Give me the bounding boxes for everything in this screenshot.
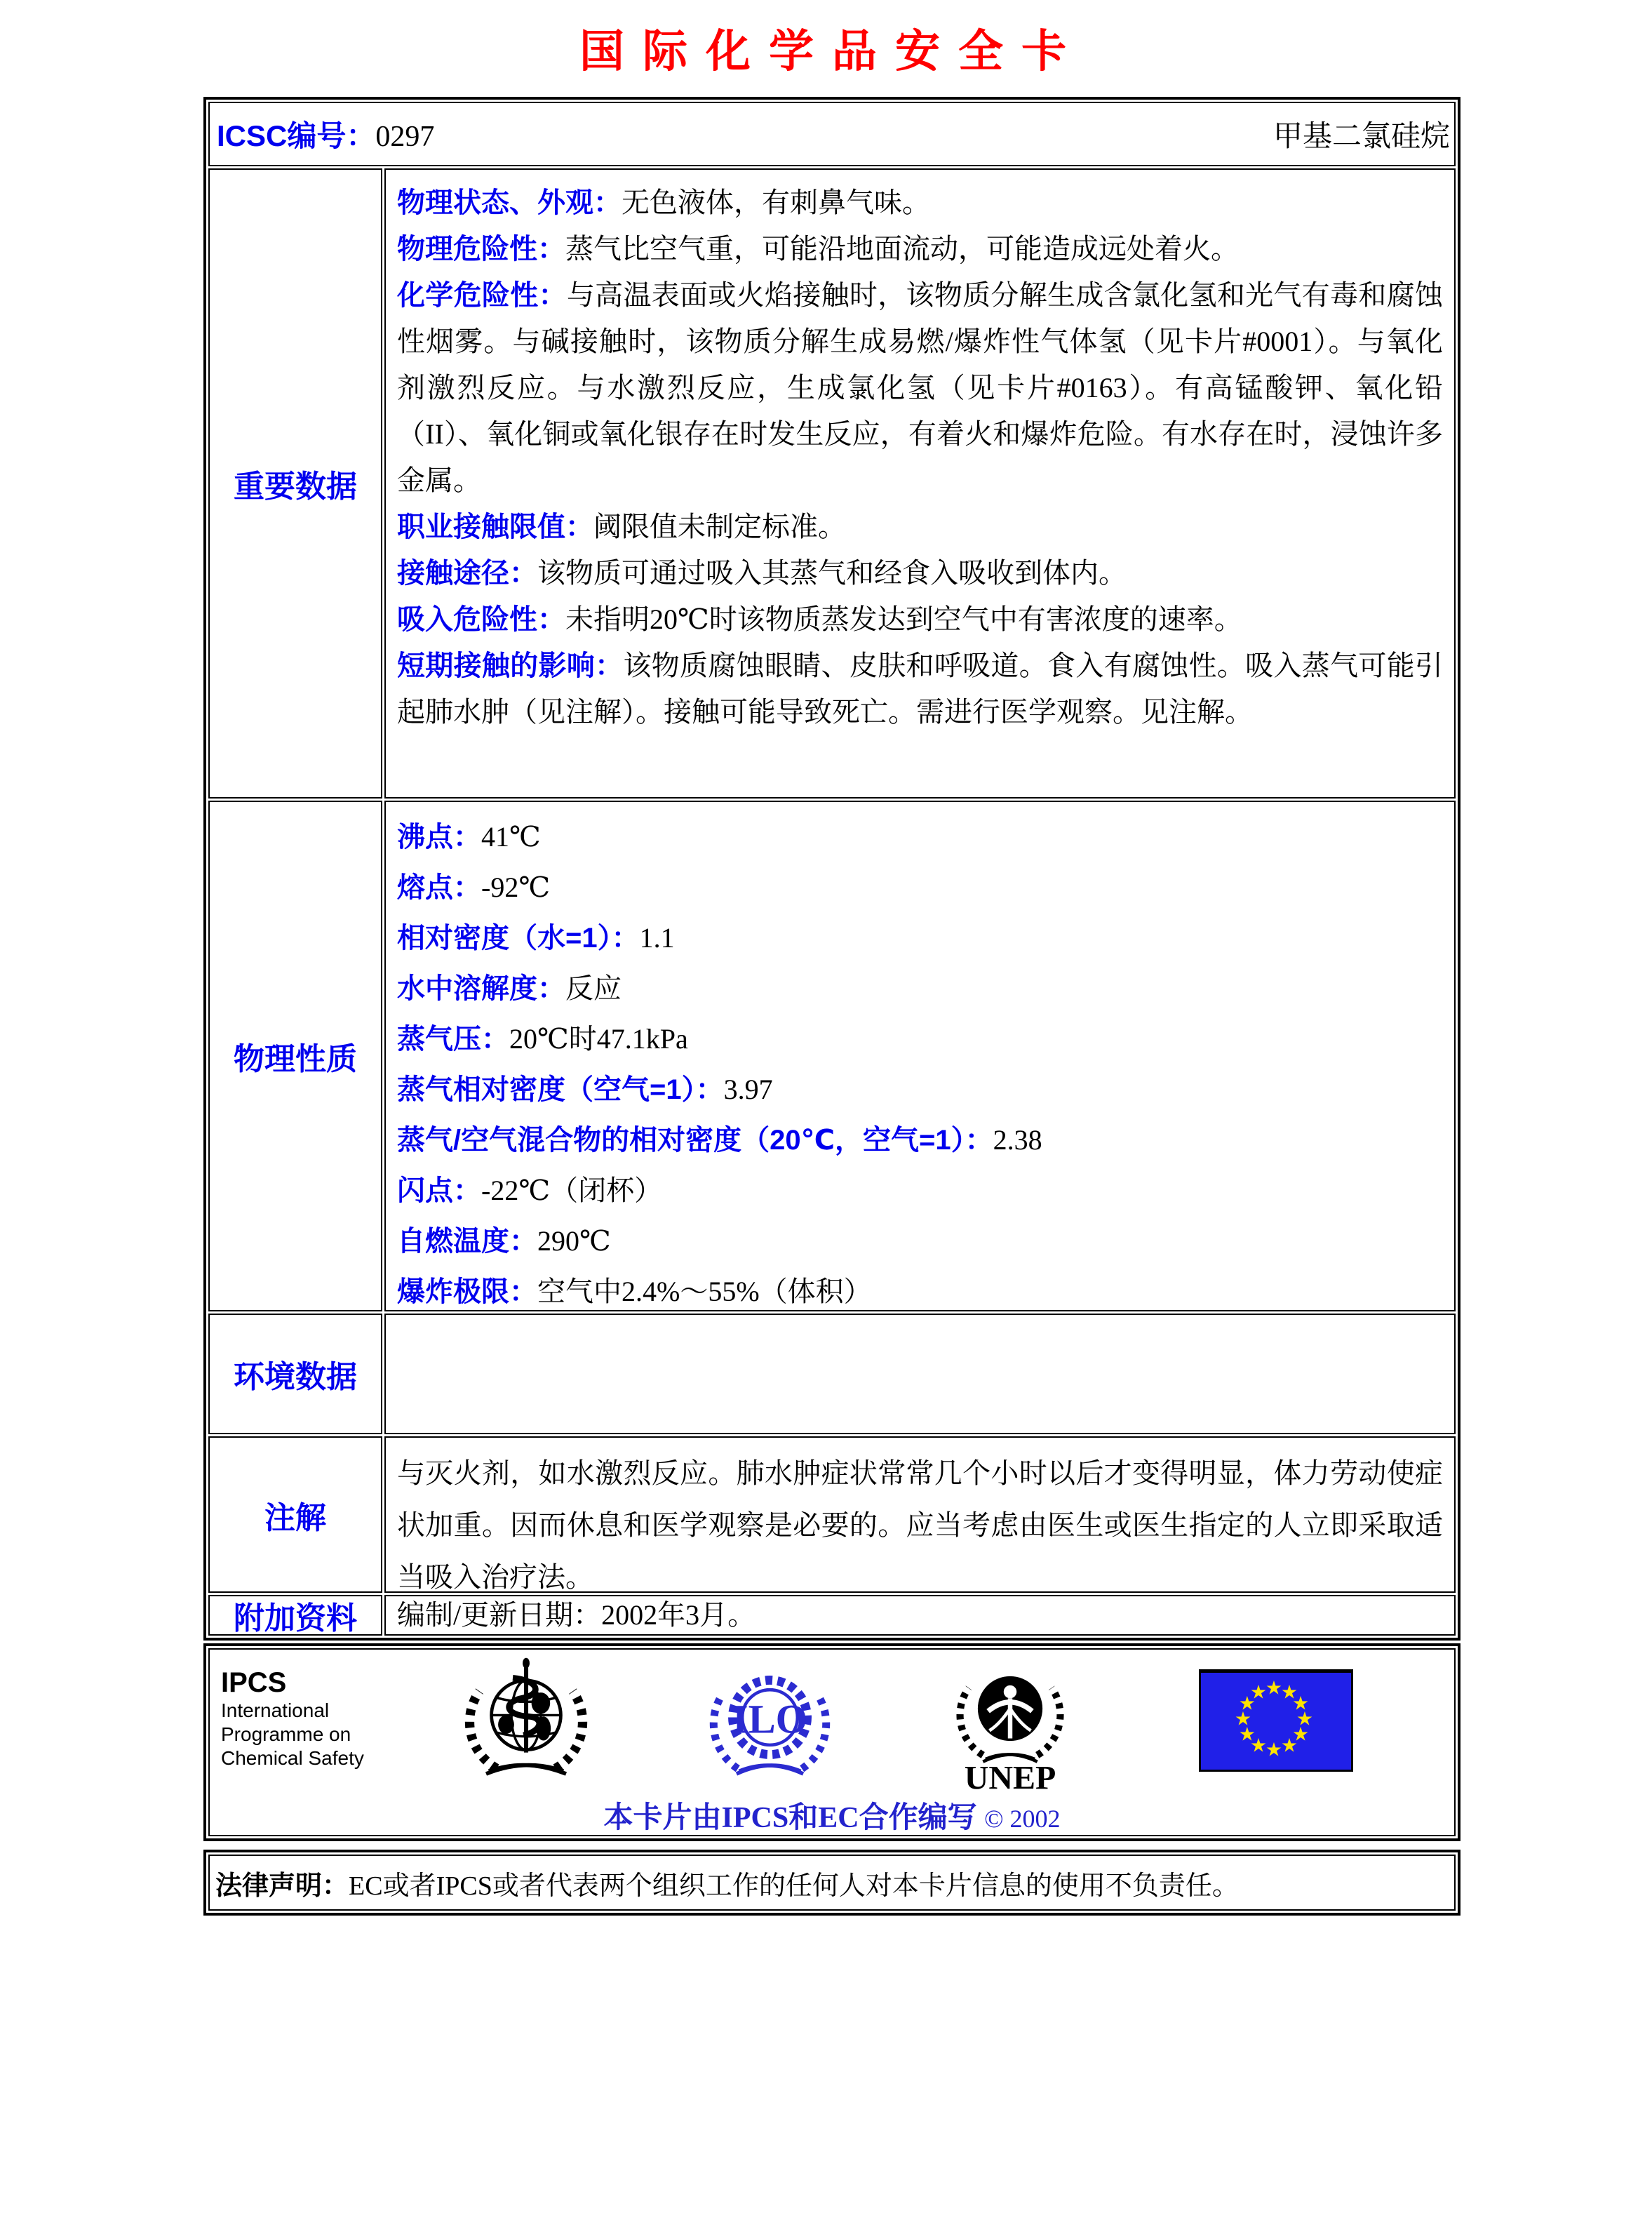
ilo-monogram: ILO [732,1696,808,1742]
important-data-item: 物理状态、外观：无色液体，有刺鼻气味。 [397,187,930,218]
property-label: 蒸气/空气混合物的相对密度（20℃，空气=1）： [397,1125,993,1156]
icsc-number-field [217,113,434,155]
physical-properties-row-label: 物理性质 [208,801,382,1311]
property-line: 蒸气/空气混合物的相对密度（20℃，空气=1）：2.38 [397,1124,1042,1156]
field-label: 职业接触限值： [397,512,593,542]
eu-star-icon: ★ [1265,1677,1283,1699]
unep-emblem-icon [952,1657,1068,1794]
organizations-block [203,1643,1460,1841]
eu-star-icon: ★ [1265,1739,1283,1761]
notes-row [208,1436,1456,1593]
additional-info-row-label: 附加资料 [208,1595,382,1636]
ipcs-acronym: IPCS [221,1667,287,1698]
property-label: 自燃温度： [397,1226,537,1257]
eu-star-icon: ★ [1296,1708,1314,1730]
field-label: 吸入危险性： [397,604,565,635]
eu-star-icon: ★ [1234,1708,1252,1730]
property-line: 沸点：41℃ [397,821,541,853]
notes-row-label: 注解 [208,1436,382,1593]
property-label: 爆炸极限： [397,1276,537,1307]
main-table [203,97,1460,1641]
icsc-number-label: ICSC编号： [217,119,376,152]
property-label: 水中溶解度： [397,973,565,1004]
ilo-emblem-icon [705,1661,835,1782]
important-data-item: 物理危险性：蒸气比空气重，可能沿地面流动，可能造成远处着火。 [397,233,1239,265]
ipcs-text-block [221,1666,364,1770]
property-line: 熔点：-92℃ [397,871,551,903]
property-line: 水中溶解度：反应 [397,973,622,1004]
field-label: 短期接触的影响： [397,650,624,681]
property-label: 相对密度（水=1）： [397,923,640,954]
notes-text: 与灭火剂，如水激烈反应。肺水肿症状常常几个小时以后才变得明显，体力劳动使症状加重。因而休息和医学观察是必要的。应当考虑由医生或医生指定的人立即采取适当吸入治疗法。 [397,1457,1443,1593]
field-label: 物理危险性： [397,234,565,265]
legal-text: EC或者IPCS或者代表两个组织工作的任何人对本卡片信息的使用不负责任。 [349,1871,1239,1901]
header-row [208,102,1456,166]
important-data-item: 职业接触限值：阈限值未制定标准。 [397,511,846,542]
credit-line [210,1794,1454,1836]
ipcs-line2: Programme on [221,1723,351,1745]
ipcs-line1: International [221,1699,330,1721]
field-label: 接触途径： [397,558,537,589]
property-label: 蒸气压： [397,1024,509,1055]
property-label: 沸点： [397,822,481,853]
environmental-data-row-label: 环境数据 [208,1314,382,1434]
environmental-data-content [384,1314,1456,1434]
additional-info-row [208,1595,1456,1636]
eu-star-icon: ★ [1291,1723,1310,1746]
eu-flag-icon [1199,1669,1353,1772]
property-line: 蒸气相对密度（空气=1）：3.97 [397,1074,773,1105]
property-line: 闪点：-22℃（闭杯） [397,1175,663,1206]
eu-star-icon: ★ [1280,1681,1298,1704]
property-label: 熔点： [397,872,481,903]
field-label: 化学危险性： [397,280,567,311]
icsc-number-value: 0297 [375,121,435,153]
important-data-item: 短期接触的影响：该物质腐蚀眼睛、皮肤和呼吸道。食入有腐蚀性。吸入蒸气可能引起肺水肿（见注解）。接触可能导致死亡。需进行医学观察。见注解。 [397,650,1444,728]
credit-text: 本卡片由IPCS和EC合作编写 [603,1802,977,1834]
who-emblem-icon [459,1654,593,1787]
eu-star-icon: ★ [1249,1735,1268,1757]
copyright-text: © 2002 [984,1805,1061,1833]
field-label: 物理状态、外观： [397,187,622,218]
property-line: 自燃温度：290℃ [397,1225,611,1257]
important-data-item: 化学危险性：与高温表面或火焰接触时，该物质分解生成含氯化氢和光气有毒和腐蚀性烟雾。与碱接触时，该物质分解生成易燃/爆炸性气体氢（见卡片#0001）。与氧化剂激烈反应。与水激烈反应，生成氯化氢（见卡片#0163）。有高锰酸钾、氧化铅（II）、氧化铜或氧化银存在时发生反应，有着火和爆炸危险。有水存在时，浸蚀许多金属。 [397,279,1444,496]
eu-star-icon: ★ [1238,1723,1256,1746]
substance-name: 甲基二氯硅烷 [1272,121,1450,153]
header-cell [208,102,1456,166]
eu-star-icon: ★ [1249,1681,1268,1704]
important-data-row [208,168,1456,799]
legal-block [203,1850,1460,1916]
eu-star-icon: ★ [1291,1692,1310,1715]
eu-star-icon: ★ [1238,1692,1256,1715]
important-data-item: 吸入危险性：未指明20℃时该物质蒸发达到空气中有害浓度的速率。 [397,603,1242,635]
legal-label: 法律声明： [215,1871,349,1901]
property-line: 蒸气压：20℃时47.1kPa [397,1023,688,1055]
property-label: 闪点： [397,1175,481,1206]
unep-label: UNEP [964,1759,1056,1794]
notes-content [384,1436,1456,1593]
environmental-data-row [208,1314,1456,1434]
organizations-cell [208,1648,1456,1836]
important-data-item: 接触途径：该物质可通过吸入其蒸气和经食入吸收到体内。 [397,557,1127,589]
important-data-row-label: 重要数据 [208,168,382,799]
property-line: 爆炸极限：空气中2.4%～55%（体积） [397,1276,872,1307]
legal-cell [208,1855,1456,1911]
additional-info-content: 编制/更新日期：2002年3月。 [384,1595,1456,1636]
property-line: 相对密度（水=1）：1.1 [397,922,675,954]
physical-properties-row [208,801,1456,1311]
eu-star-icon: ★ [1280,1735,1298,1757]
physical-properties-items [384,801,1456,1311]
ipcs-line3: Chemical Safety [221,1747,364,1769]
page-title: 国际化学品安全卡 [579,26,1084,76]
property-label: 蒸气相对密度（空气=1）： [397,1074,724,1105]
important-data-items [384,168,1456,799]
